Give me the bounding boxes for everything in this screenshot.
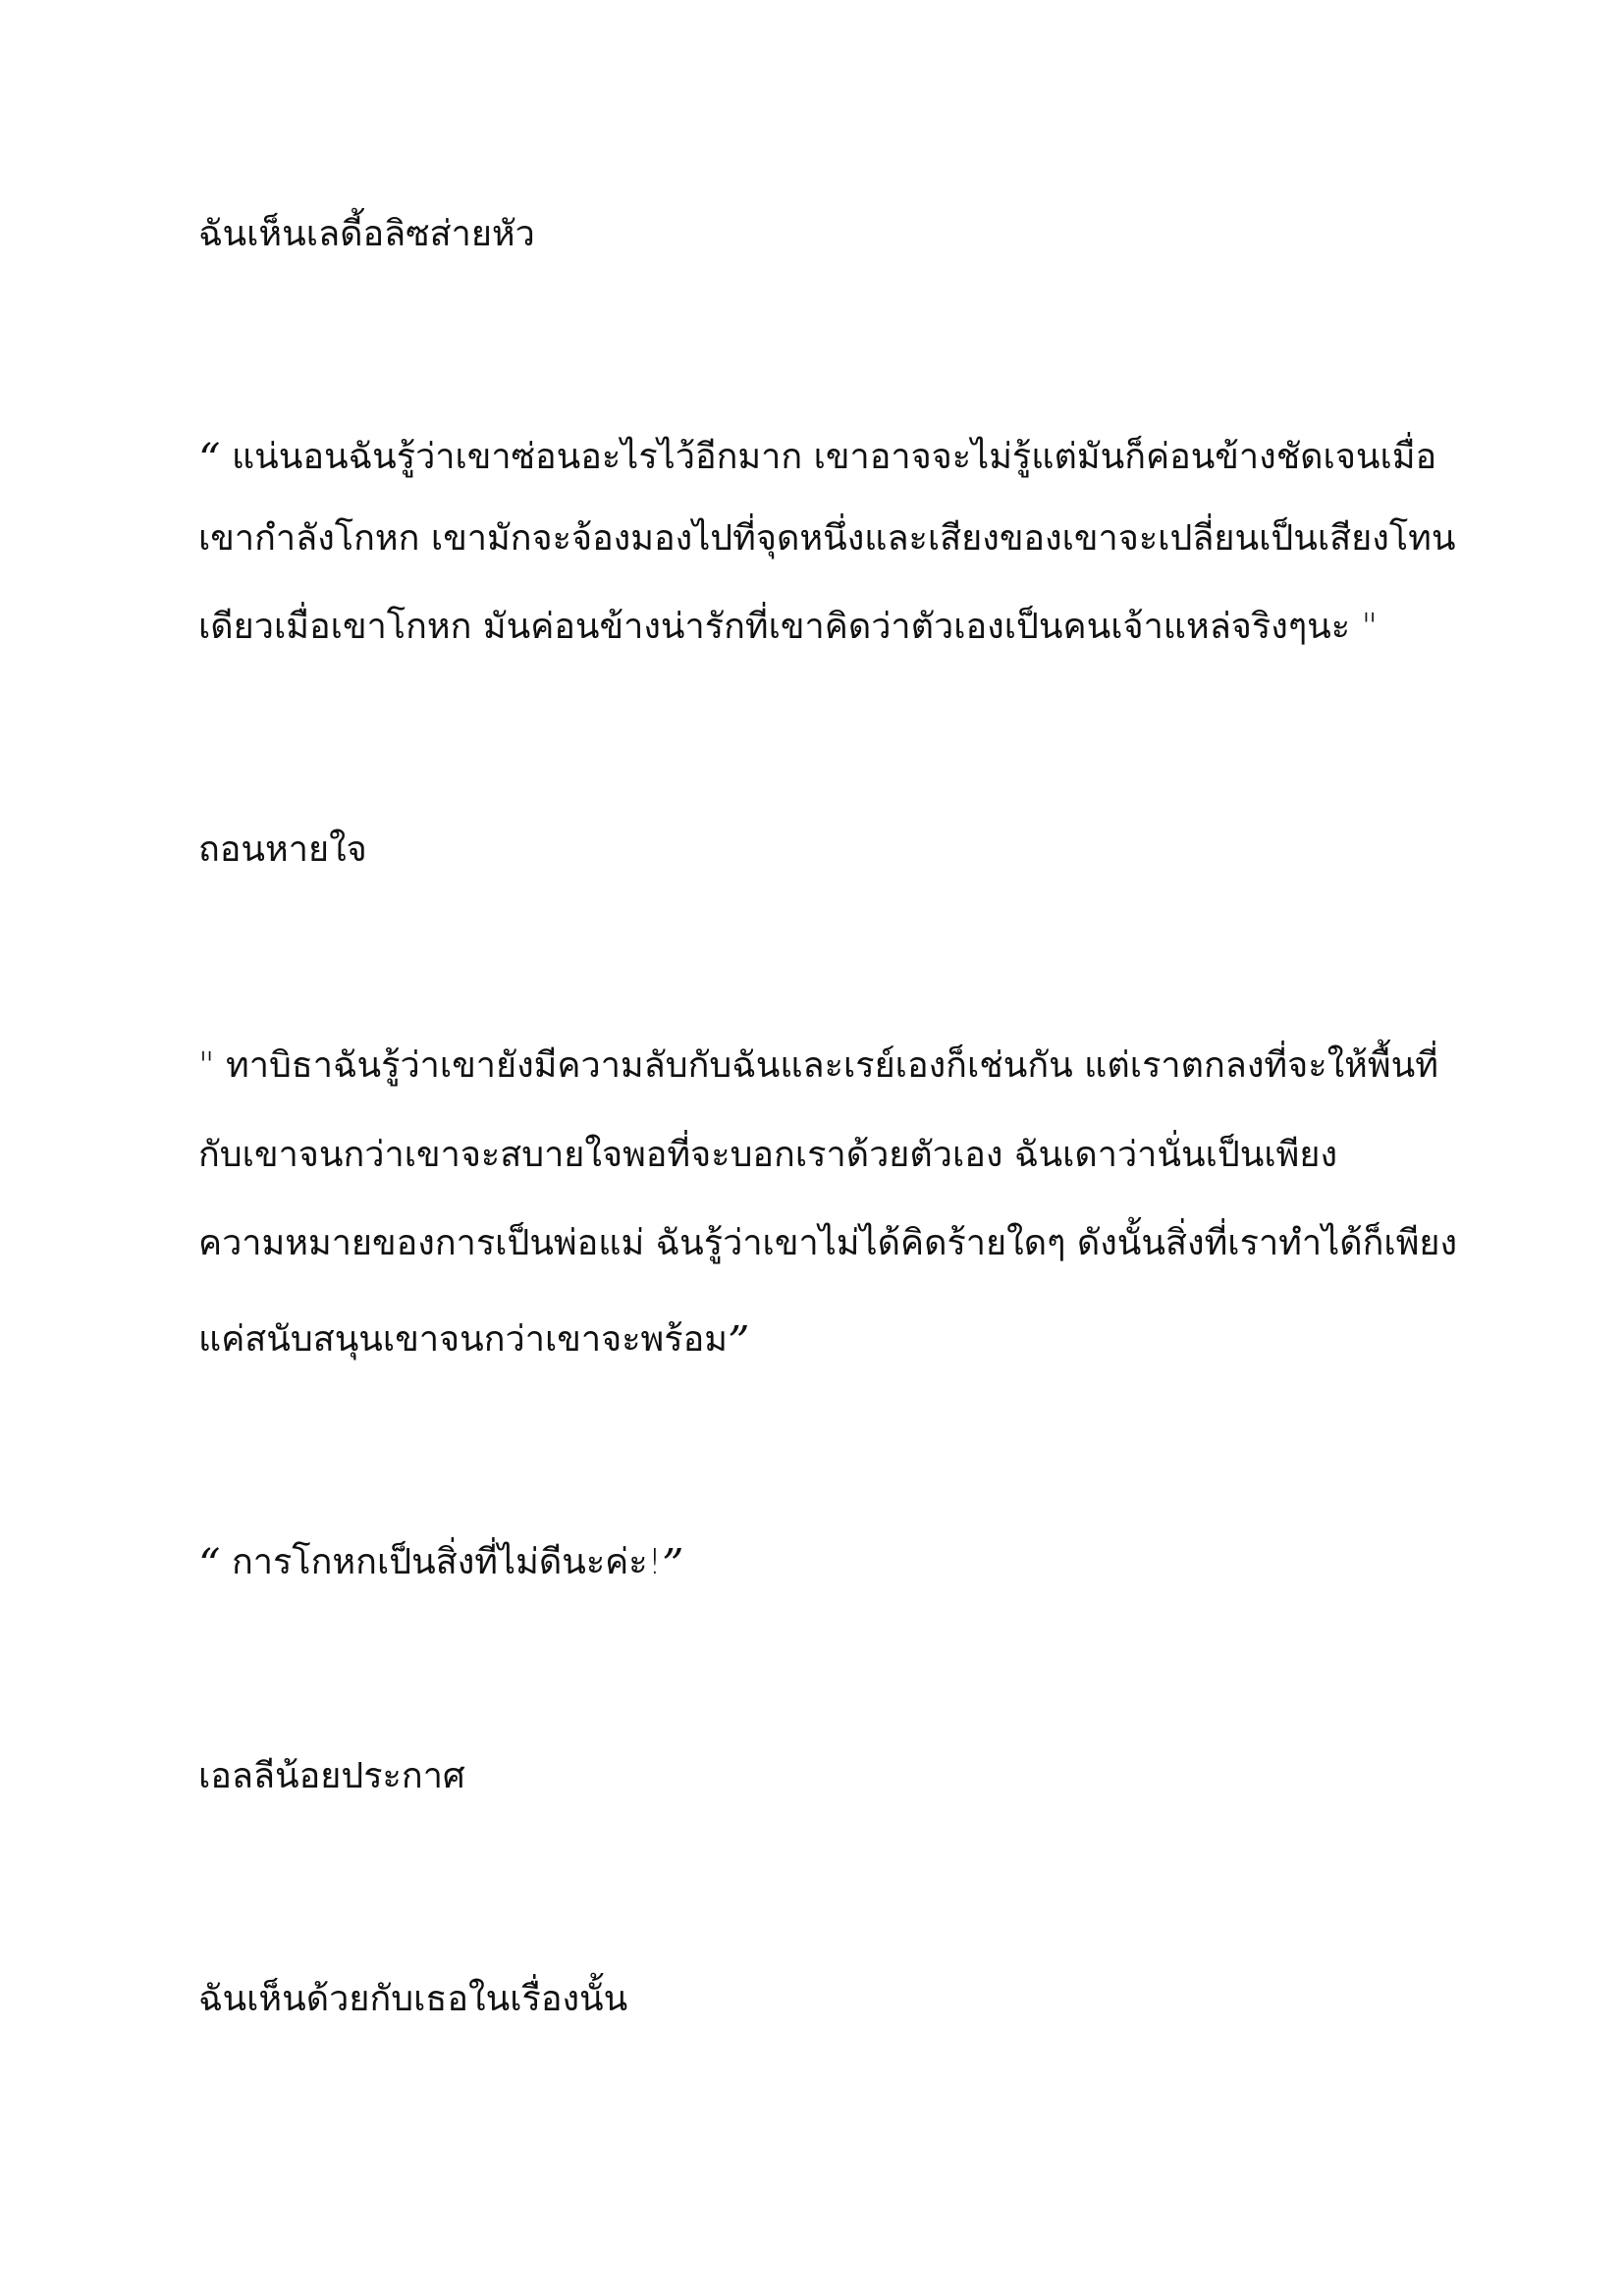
paragraph-line <box>198 1315 750 1367</box>
paragraph-line <box>198 1756 465 1796</box>
line-text: เอลลีน้อยประกาศ <box>198 1756 465 1796</box>
close-quote-mark: ” <box>727 1317 750 1367</box>
paragraph-line <box>198 829 367 870</box>
paragraph-line <box>198 607 1379 647</box>
close-quote-mark: ” <box>662 1540 684 1590</box>
open-quote-mark: “ <box>198 435 221 485</box>
line-text: ฉันเห็นด้วยกับเธอในเรื่องนั้น <box>198 1979 628 2019</box>
paragraph-line <box>198 518 1456 559</box>
paragraph-line <box>198 1045 1438 1086</box>
paragraph-line <box>198 1538 684 1590</box>
line-text: แน่นอนฉันรู้ว่าเขาซ่อนอะไรไว้อีกมาก เขาอาจจะไม่รู้แต่มันก็ค่อนข้างชัดเจนเมื่อ <box>220 437 1437 477</box>
line-text: ถอนหายใจ <box>198 829 367 870</box>
line-text: การโกหกเป็นสิ่งที่ไม่ดีนะค่ะ! <box>220 1542 663 1582</box>
line-text: แค่สนับสนุนเขาจนกว่าเขาจะพร้อม <box>198 1319 728 1360</box>
paragraph-line <box>198 1223 1458 1263</box>
paragraph-line <box>198 433 1437 485</box>
line-text: เขากำลังโกหก เขามักจะจ้องมองไปที่จุดหนึ่งและเสียงของเขาจะเปลี่ยนเป็นเสียงโทน <box>198 518 1456 559</box>
line-text: ความหมายของการเป็นพ่อแม่ ฉันรู้ว่าเขาไม่ได้คิดร้ายใดๆ ดังนั้นสิ่งที่เราทำได้ก็เพียง <box>198 1223 1458 1263</box>
paragraph-line <box>198 1135 1338 1175</box>
line-text: เดียวเมื่อเขาโกหก มันค่อนข้างน่ารักที่เขาคิดว่าตัวเองเป็นคนเจ้าแหล่จริงๆนะ " <box>198 607 1379 647</box>
paragraph-line <box>198 1979 628 2019</box>
line-text: " ทาบิธาฉันรู้ว่าเขายังมีความลับกับฉันและเรย์เองก็เช่นกัน แต่เราตกลงที่จะให้พื้นที่ <box>198 1045 1438 1086</box>
paragraph-line <box>198 214 535 254</box>
open-quote-mark: “ <box>198 1540 221 1590</box>
line-text: กับเขาจนกว่าเขาจะสบายใจพอที่จะบอกเราด้วยตัวเอง ฉันเดาว่านั่นเป็นเพียง <box>198 1135 1338 1175</box>
line-text: ฉันเห็นเลดี้อลิซส่ายหัว <box>198 214 535 254</box>
